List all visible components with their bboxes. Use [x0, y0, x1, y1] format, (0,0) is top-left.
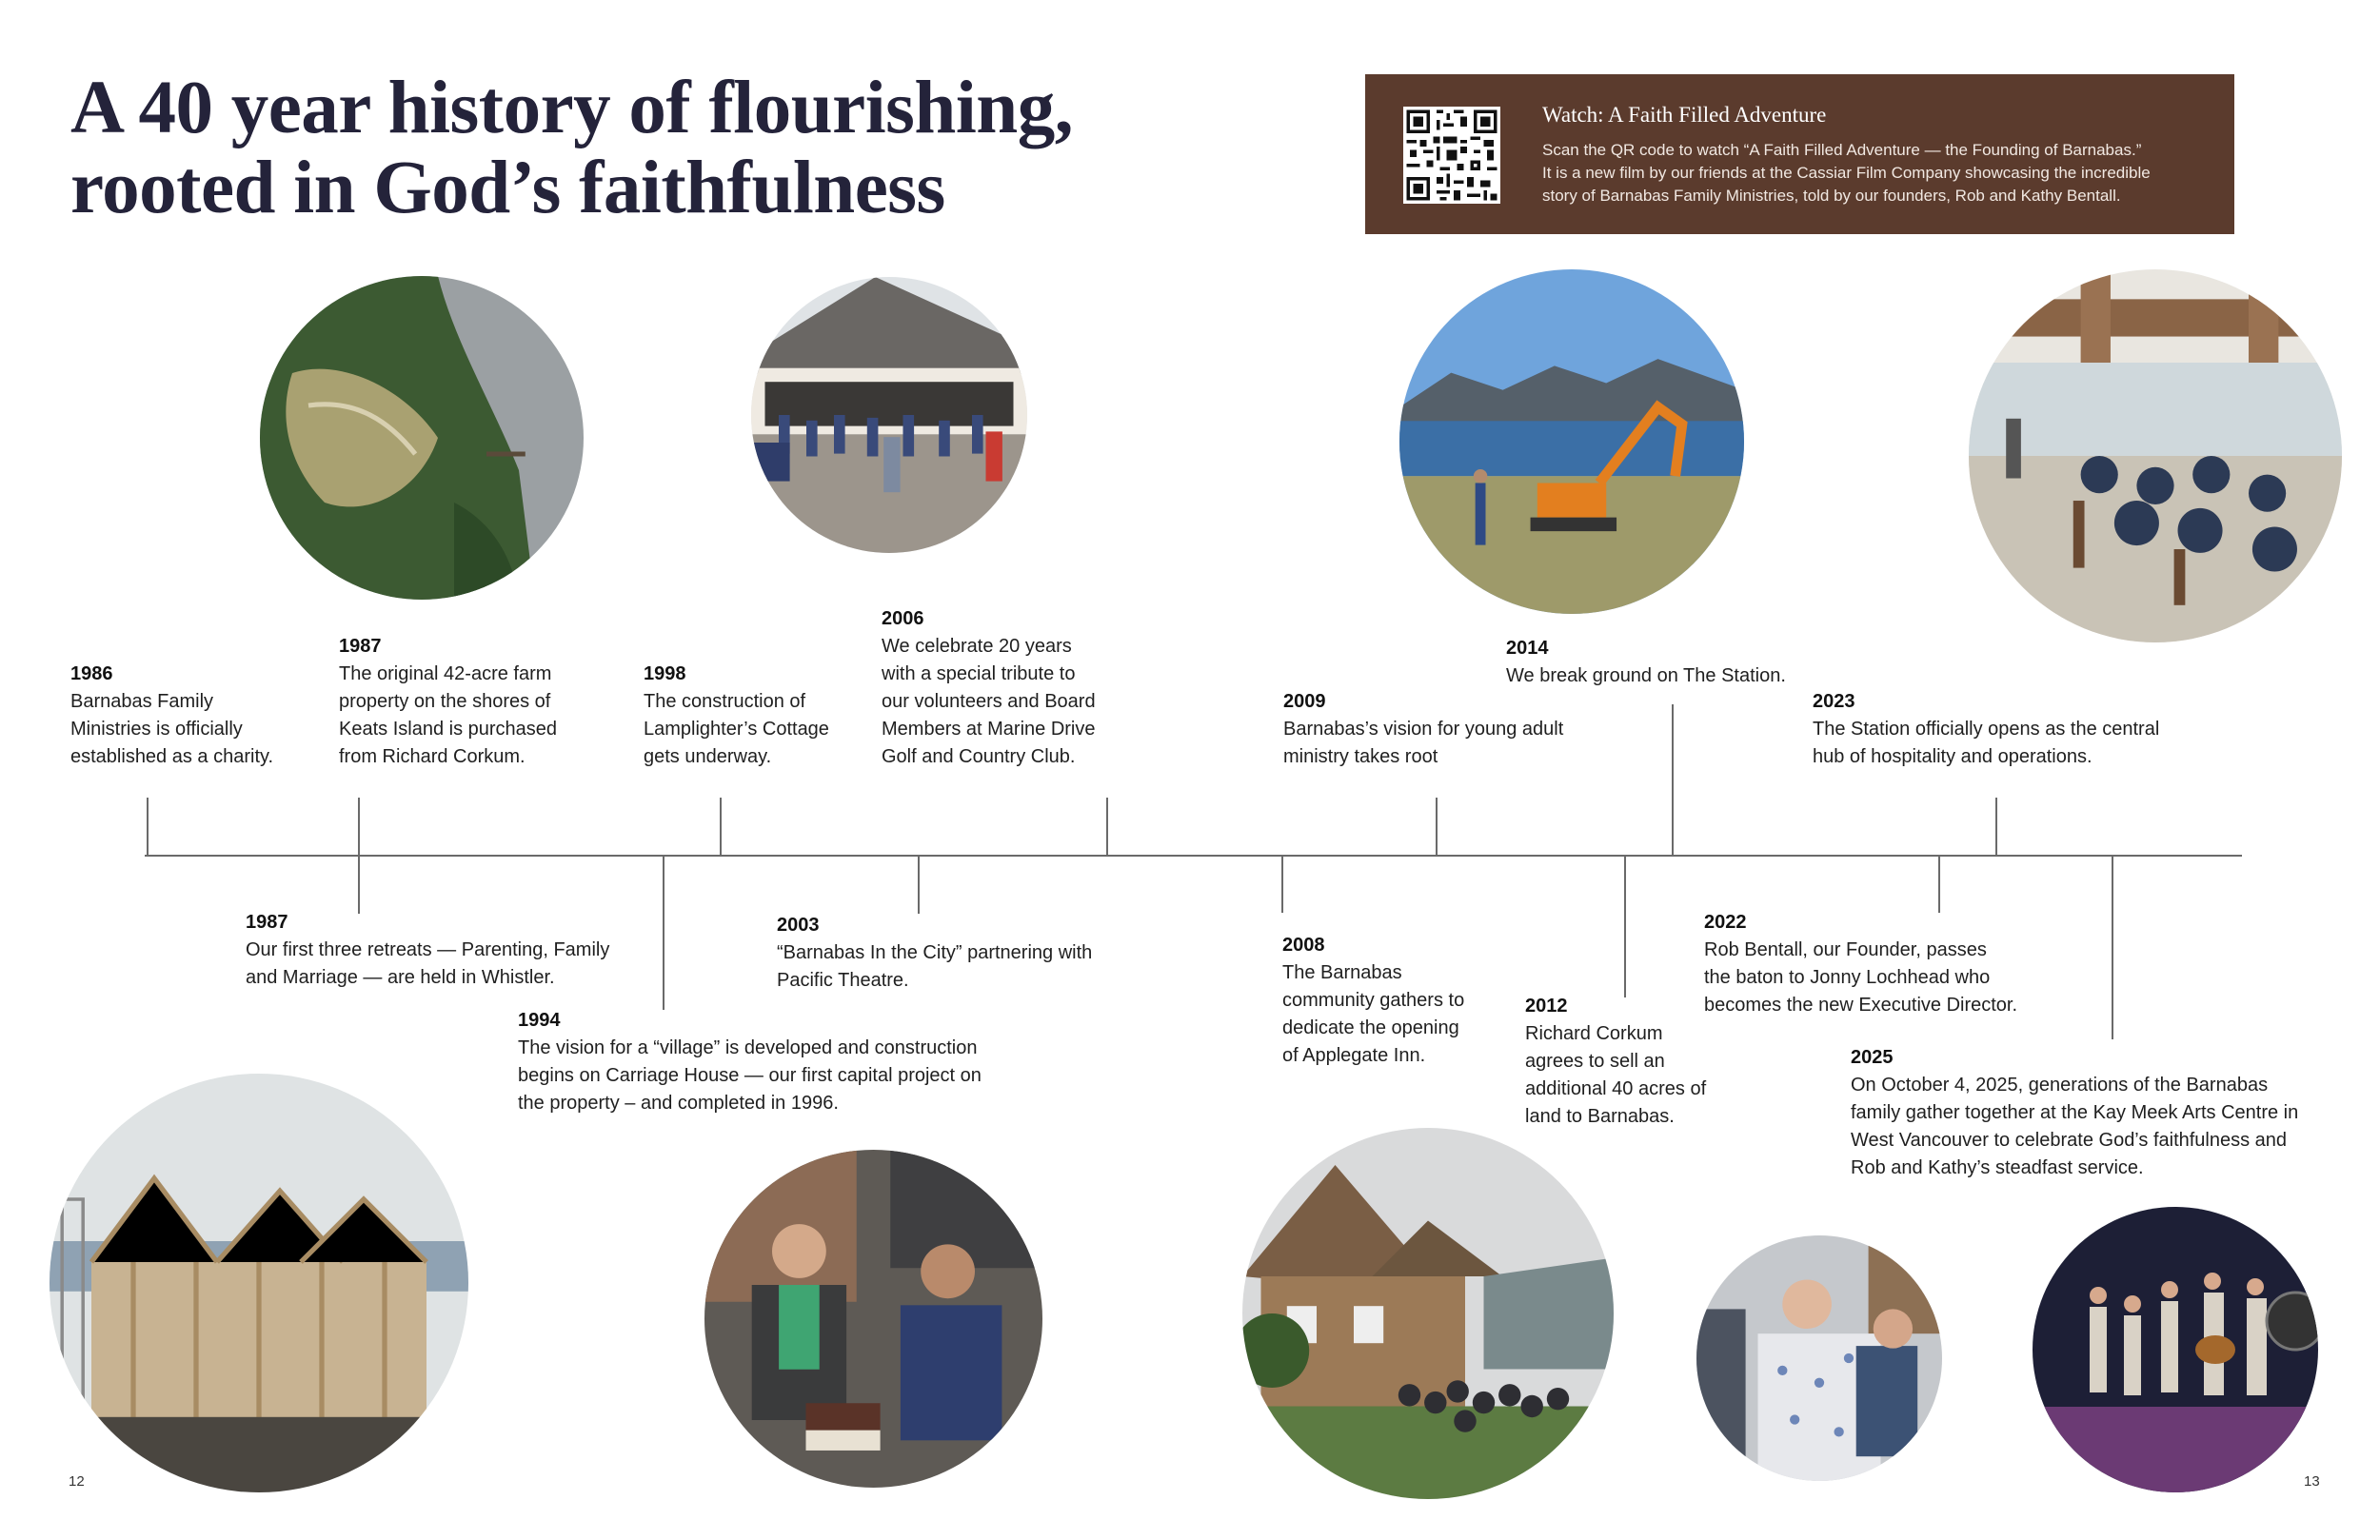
entry-text-line: We celebrate 20 years	[882, 636, 1072, 657]
entry-text-line: gets underway.	[644, 746, 772, 767]
entry-year: 1987	[339, 636, 382, 657]
timeline-entry-1998	[644, 661, 829, 771]
aerial-island-photo	[260, 276, 584, 600]
excavator-groundbreaking-photo	[1399, 269, 1744, 614]
entry-text-line: land to Barnabas.	[1525, 1106, 1675, 1127]
entry-text-line: ministry takes root	[1283, 746, 1438, 767]
entry-text-line: of Applegate Inn.	[1282, 1045, 1426, 1066]
entry-text-line: Ministries is officially	[70, 719, 243, 740]
entry-text-line: Richard Corkum	[1525, 1023, 1663, 1044]
entry-text-line: The vision for a “village” is developed and construction	[518, 1037, 978, 1058]
entry-text-line: begins on Carriage House — our first capital project on	[518, 1065, 982, 1086]
tick-2009	[1436, 798, 1438, 856]
entry-text-line: Members at Marine Drive	[882, 719, 1096, 740]
entry-year: 2022	[1704, 912, 1747, 933]
entry-text-line: Lamplighter’s Cottage	[644, 719, 829, 740]
entry-text-line: with a special tribute to	[882, 663, 1076, 684]
watch-heading: Watch: A Faith Filled Adventure	[1542, 103, 1827, 127]
timeline-entry-2006	[882, 605, 1096, 771]
page-number-right: 13	[2304, 1473, 2320, 1490]
entry-text-line: Rob and Kathy’s steadfast service.	[1851, 1157, 2144, 1178]
watch-desc-line: Scan the QR code to watch “A Faith Filled Adventure — the Founding of Barnabas.”	[1542, 141, 2142, 159]
entry-text-line: West Vancouver to celebrate God’s faithfulness and	[1851, 1130, 2288, 1151]
tick-1986	[147, 798, 149, 856]
entry-text-line: Golf and Country Club.	[882, 746, 1076, 767]
entry-text-line: property on the shores of	[339, 691, 551, 712]
timeline-entry-2008	[1282, 932, 1464, 1070]
lodge-group-photo	[751, 277, 1027, 553]
entry-year: 2003	[777, 915, 820, 936]
entry-text-line: Pacific Theatre.	[777, 970, 909, 991]
house-framing-photo	[50, 1074, 468, 1492]
tick-2012	[1624, 855, 1626, 997]
timeline-entry-2003	[777, 912, 1092, 995]
entry-text-line: Barnabas Family	[70, 691, 214, 712]
tick-2006	[1106, 798, 1108, 856]
entry-text-line: The construction of	[644, 691, 806, 712]
tick-2023	[1995, 798, 1997, 856]
entry-year: 2014	[1506, 638, 1549, 659]
timeline-entry-2022	[1704, 909, 2017, 1019]
entry-text-line: The original 42-acre farm	[339, 663, 552, 684]
page-number-left: 12	[69, 1473, 85, 1490]
entry-text-line: additional 40 acres of	[1525, 1078, 1707, 1099]
entry-text-line: The Barnabas	[1282, 962, 1402, 983]
timeline-entry-2023	[1813, 688, 2159, 771]
timeline-entry-1994	[518, 1007, 982, 1117]
entry-text-line: hub of hospitality and operations.	[1813, 746, 2092, 767]
qr-code-icon[interactable]	[1403, 107, 1500, 204]
entry-text-line: becomes the new Executive Director.	[1704, 995, 2018, 1016]
entry-text-line: family gather together at the Kay Meek Arts Centre in	[1851, 1102, 2299, 1123]
timeline-entry-1986	[70, 661, 273, 771]
entry-year: 2012	[1525, 996, 1568, 1017]
tick-2008	[1281, 855, 1283, 913]
entry-text-line: Rob Bentall, our Founder, passes	[1704, 939, 1987, 960]
watch-desc-line: story of Barnabas Family Ministries, told by our founders, Rob and Kathy Bentall.	[1542, 187, 2121, 205]
entry-year: 2009	[1283, 691, 1326, 712]
timeline-entry-2012	[1525, 993, 1706, 1131]
entry-text-line: established as a charity.	[70, 746, 274, 767]
entry-text-line: the baton to Jonny Lochhead who	[1704, 967, 1991, 988]
entry-year: 1987	[246, 912, 288, 933]
timeline-entry-2025	[1851, 1044, 2298, 1182]
entry-text-line: dedicate the opening	[1282, 1017, 1459, 1038]
entry-text-line: “Barnabas In the City” partnering with	[777, 942, 1093, 963]
watch-desc-line: It is a new film by our friends at the Cassiar Film Company showcasing the incredible	[1542, 164, 2151, 182]
entry-year: 1986	[70, 663, 113, 684]
entry-text-line: community gathers to	[1282, 990, 1465, 1011]
page-title-line1: A 40 year history of flourishing,	[70, 67, 1073, 149]
tick-2003	[918, 855, 920, 914]
station-meeting-photo	[1969, 269, 2342, 642]
entry-text-line: Barnabas’s vision for young adult	[1283, 719, 1564, 740]
tick-1998	[720, 798, 722, 856]
tick-2014	[1672, 704, 1674, 856]
timeline-entry-2014	[1506, 635, 1786, 690]
watch-description	[1542, 139, 2209, 207]
entry-text-line: the property – and completed in 1996.	[518, 1093, 839, 1114]
two-young-men-photo	[704, 1150, 1042, 1488]
tick-2022	[1938, 855, 1940, 913]
entry-text-line: agrees to sell an	[1525, 1051, 1665, 1072]
entry-year: 2023	[1813, 691, 1855, 712]
entry-text-line: our volunteers and Board	[882, 691, 1096, 712]
tick-1987-above	[358, 798, 360, 914]
entry-year: 2025	[1851, 1047, 1894, 1068]
entry-year: 1998	[644, 663, 686, 684]
timeline-entry-2009	[1283, 688, 1563, 771]
entry-year: 2006	[882, 608, 924, 629]
stage-celebration-photo	[2033, 1207, 2318, 1492]
page-title	[70, 69, 1232, 228]
timeline-entry-1987-farm	[339, 633, 557, 771]
tick-1994	[663, 855, 664, 1010]
watch-film-callout	[1365, 74, 2234, 234]
entry-year: 1994	[518, 1010, 561, 1031]
entry-text-line: from Richard Corkum.	[339, 746, 526, 767]
tick-2025	[2112, 855, 2113, 1039]
entry-text-line: Our first three retreats — Parenting, Family	[246, 939, 610, 960]
timeline-axis	[145, 855, 2242, 857]
applegate-inn-gathering-photo	[1242, 1128, 1614, 1499]
entry-text-line: On October 4, 2025, generations of the Barnabas	[1851, 1075, 2269, 1096]
entry-text-line: The Station officially opens as the central	[1813, 719, 2160, 740]
embrace-photo	[1696, 1235, 1942, 1481]
entry-year: 2008	[1282, 935, 1325, 956]
entry-text-line: We break ground on The Station.	[1506, 665, 1786, 686]
page-title-line2: rooted in God’s faithfulness	[70, 147, 945, 229]
entry-text-line: Keats Island is purchased	[339, 719, 558, 740]
entry-text-line: and Marriage — are held in Whistler.	[246, 967, 555, 988]
timeline-entry-1987-retreats	[246, 909, 609, 992]
